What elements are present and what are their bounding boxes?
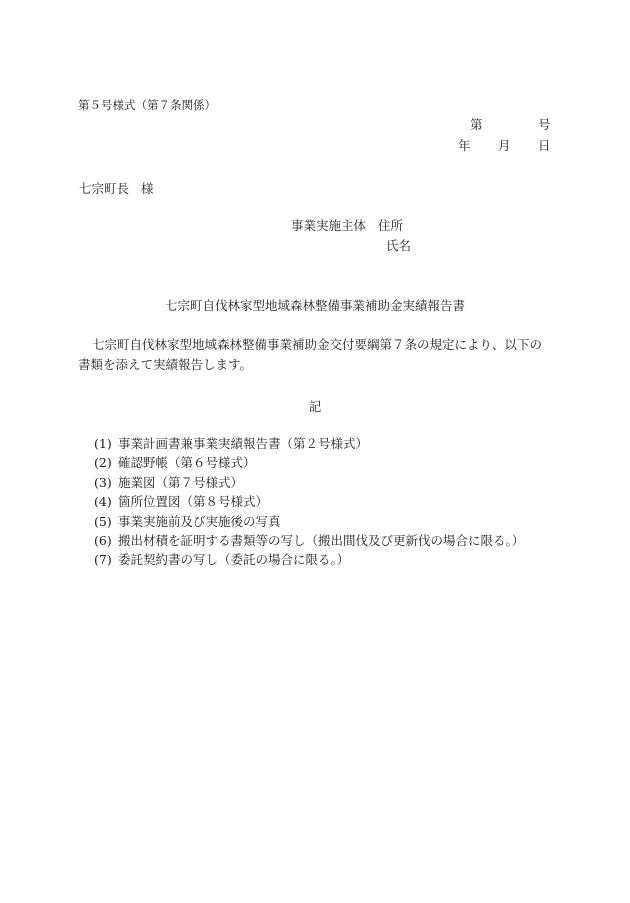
- addressee: [79, 181, 154, 197]
- list-item-text: 箇所位置図（第８号様式）: [118, 494, 269, 510]
- list-item: [94, 455, 524, 474]
- list-item-text: 事業実施前及び実施後の写真: [118, 513, 281, 529]
- list-item: [94, 514, 524, 533]
- list-item: [94, 475, 524, 494]
- list-item-text: 事業計画書兼事業実績報告書（第２号様式）: [118, 436, 369, 451]
- body-paragraph: 七宗町自伐林家型地域森林整備事業補助金交付要綱第７条の規定により、以下の書類を添えて実績報告します。: [78, 337, 543, 372]
- list-item-number: (3): [94, 474, 112, 490]
- applicant-entity-line: [291, 218, 403, 234]
- list-item-number: (2): [94, 455, 112, 471]
- applicant-address-label: 住所: [378, 218, 404, 233]
- list-item-number: (5): [94, 513, 112, 529]
- applicant-entity-label: 事業実施主体: [291, 218, 367, 233]
- attachment-list: [94, 436, 524, 572]
- list-item-text: 確認野帳（第６号様式）: [118, 455, 256, 471]
- list-item-number: (1): [94, 436, 112, 451]
- list-item: [94, 436, 524, 455]
- doc-number-label-dai: 第: [470, 117, 483, 132]
- addressee-honorific: 様: [141, 181, 154, 196]
- list-item: [94, 533, 524, 552]
- list-item-text: 施業図（第７号様式）: [118, 474, 244, 490]
- list-item: [94, 494, 524, 513]
- list-item-text: 委託契約書の写し（委託の場合に限る。）: [118, 552, 350, 568]
- addressee-name: 七宗町長: [79, 181, 130, 196]
- ki-heading: 記: [308, 399, 322, 414]
- list-item-number: (4): [94, 494, 112, 510]
- applicant-name-label: 氏名: [386, 238, 412, 253]
- list-item-number: (7): [94, 552, 112, 568]
- date-year-label: 年: [458, 138, 471, 153]
- form-number: 第５号様式（第７条関係）: [78, 98, 216, 112]
- list-item-text: 搬出材積を証明する書類等の写し（搬出間伐及び更新伐の場合に限る。）: [118, 532, 525, 548]
- list-item-number: (6): [94, 532, 112, 548]
- list-item: [94, 552, 524, 571]
- date-month-label: 月: [498, 138, 511, 153]
- date-day-label: 日: [538, 138, 551, 153]
- document-title: 七宗町自伐林家型地域森林整備事業補助金実績報告書: [164, 298, 465, 313]
- doc-number-label-go: 号: [538, 117, 551, 132]
